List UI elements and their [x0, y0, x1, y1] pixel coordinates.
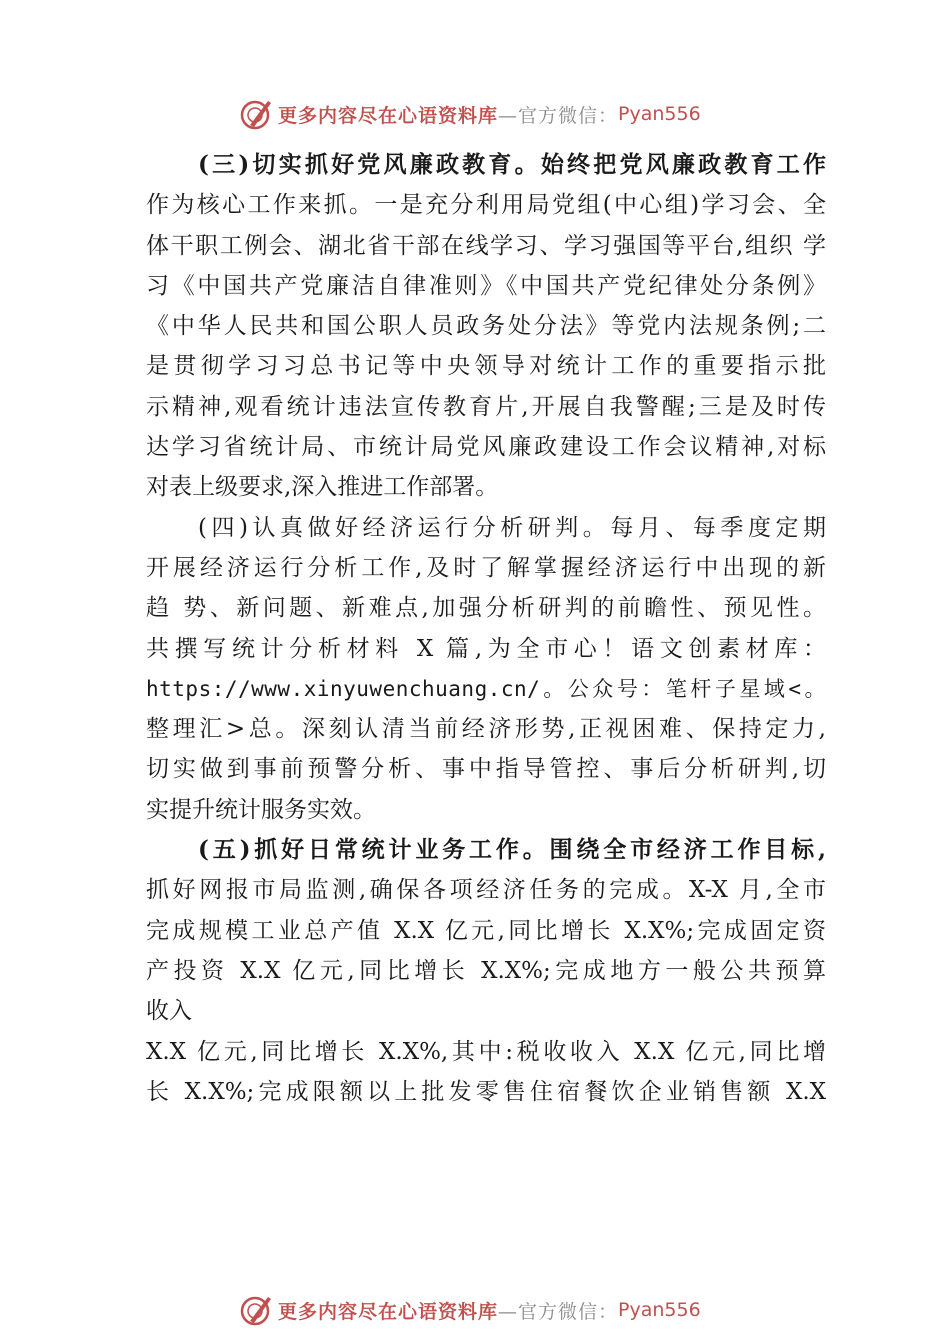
body-line: 《中华人民共和国公职人员政务处分法》等党内法规条例;二	[146, 313, 826, 340]
brush-logo-icon	[240, 97, 274, 131]
body-line: X.X 亿元,同比增长 X.X%,其中:税收收入 X.X 亿元,同比增	[146, 1038, 826, 1065]
body-line: 是贯彻学习习总书记等中央领导对统计工作的重要指示批	[146, 353, 826, 380]
body-line: 开展经济运行分析工作,及时了解掌握经济运行中出现的新	[146, 554, 826, 581]
document-body	[146, 145, 826, 1112]
body-line: 作为核心工作来抓。一是充分利用局党组(中心组)学习会、全	[146, 192, 826, 219]
body-line: 切实做到事前预警分析、事中指导管控、事后分析研判,切	[146, 756, 826, 783]
body-line: 共撰写统计分析材料 X 篇,为全市心！语文创素材库：	[146, 635, 826, 662]
body-line: 抓好网报市局监测,确保各项经济任务的完成。X-X 月,全市	[146, 877, 826, 904]
body-line: 收入	[146, 998, 192, 1025]
section-4-heading-line: (四)认真做好经济运行分析研判。每月、每季度定期	[198, 514, 826, 541]
body-line: 实提升统计服务实效。	[146, 796, 376, 823]
body-line: 产投资 X.X 亿元,同比增长 X.X%;完成地方一般公共预算	[146, 957, 826, 984]
body-line: 整理汇>总。深刻认清当前经济形势,正视困难、保持定力,	[146, 716, 826, 743]
banner-wechat-label: —官方微信：	[498, 1300, 619, 1323]
banner-wechat-id: Pyan556	[618, 103, 701, 125]
header-watermark-banner	[0, 94, 950, 134]
body-line: 完成规模工业总产值 X.X 亿元,同比增长 X.X%;完成固定资	[146, 917, 826, 944]
banner-brand-text: 更多内容尽在心语资料库	[278, 1300, 499, 1323]
body-line: 趋 势、新问题、新难点,加强分析研判的前瞻性、预见性。	[146, 595, 826, 622]
section-5-heading-line: (五)抓好日常统计业务工作。围绕全市经济工作目标,	[198, 836, 826, 864]
body-line: 体干职工例会、湖北省干部在线学习、学习强国等平台,组织 学	[146, 232, 826, 259]
banner-brand-text: 更多内容尽在心语资料库	[278, 104, 499, 127]
body-line: 对表上级要求,深入推进工作部署。	[146, 474, 499, 501]
body-line: 达学习省统计局、市统计局党风廉政建设工作会议精神,对标	[146, 434, 826, 461]
body-line: 示精神,观看统计违法宣传教育片,开展自我警醒;三是及时传	[146, 393, 826, 420]
footer-watermark-banner	[0, 1290, 950, 1330]
brush-logo-icon	[240, 1293, 274, 1327]
body-line: 习《中国共产党廉洁自律准则》《中国共产党纪律处分条例》	[146, 272, 826, 299]
body-line: 长 X.X%;完成限额以上批发零售住宿餐饮企业销售额 X.X	[146, 1078, 826, 1105]
section-3-heading-line: (三)切实抓好党风廉政教育。始终把党风廉政教育工作	[198, 151, 826, 178]
body-line-url: https://www.xinyuwenchuang.cn/。公众号：笔杆子星域<。	[146, 676, 826, 701]
banner-wechat-label: —官方微信：	[498, 104, 619, 127]
banner-wechat-id: Pyan556	[618, 1299, 701, 1321]
